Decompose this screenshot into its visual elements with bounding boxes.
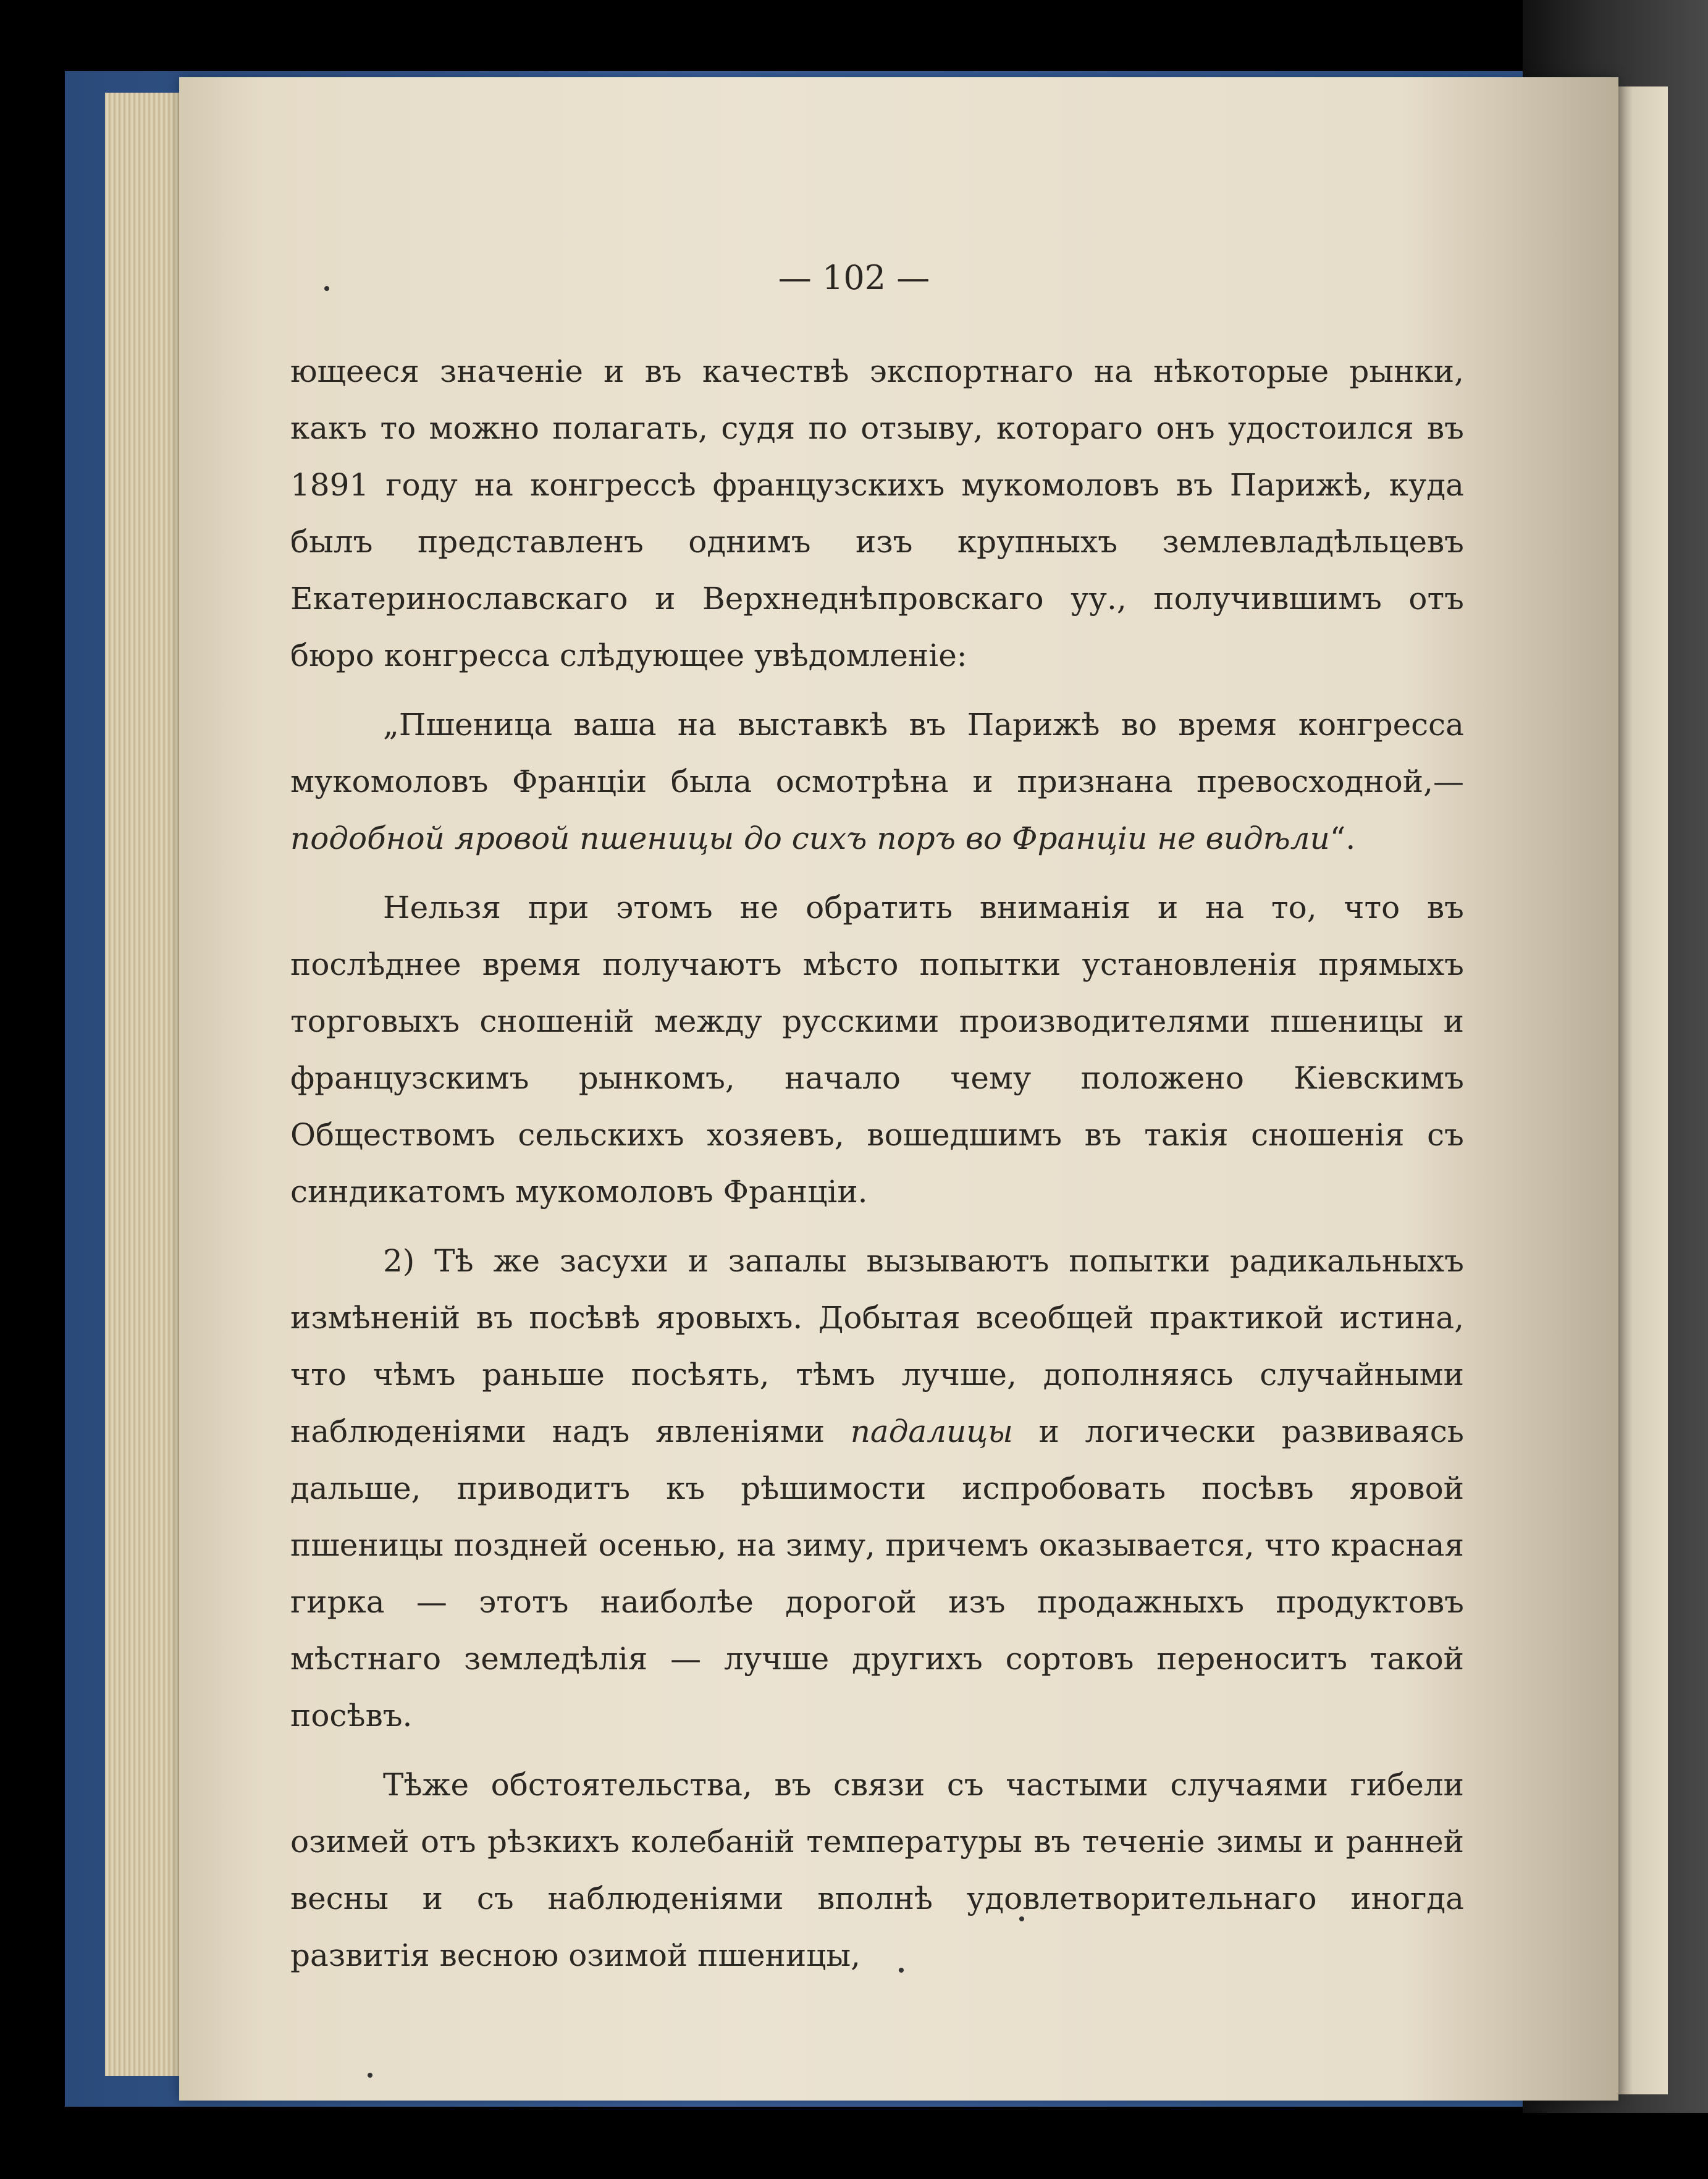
paragraph-2-quote bbox=[290, 696, 1464, 867]
page-speck bbox=[368, 2073, 372, 2078]
page-number: — 102 — bbox=[778, 258, 930, 297]
quote-italic-text: подобной яровой пшеницы до сихъ поръ во Франціи не видѣли bbox=[290, 820, 1330, 856]
quote-text: „Пшеница ваша на выставкѣ въ Парижѣ во время конгресса мукомоловъ Франціи была осмотрѣна и признана превосходной,— bbox=[290, 707, 1464, 799]
quote-closing: “. bbox=[1329, 820, 1356, 856]
page-body bbox=[290, 343, 1464, 1984]
paragraph-5: Тѣже обстоятельства, въ связи съ частыми случаями гибели озимей отъ рѣзкихъ колебаній температуры въ теченіе зимы и ранней весны и съ наблюденіями вполнѣ удовлетворительнаго иногда развитія весною озимой пшеницы, bbox=[290, 1767, 1464, 1973]
page-speck bbox=[324, 286, 329, 291]
paragraph-3: Нельзя при этомъ не обратить вниманія и на то, что въ послѣднее время получаютъ мѣсто попытки установленія прямыхъ торговыхъ сношеній между русскими производителями пшеницы и французскимъ рынкомъ, начало чему положено Кіевскимъ Обществомъ сельскихъ хозяевъ, вошедшимъ въ такія сношенія съ синдикатомъ мукомоловъ Франціи. bbox=[290, 890, 1464, 1210]
paragraph-1: ющееся значеніе и въ качествѣ экспортнаго на нѣкоторые рынки, какъ то можно полагать, судя по отзыву, котораго онъ удостоился въ 1891 году на конгрессѣ французскихъ мукомоловъ въ Парижѣ, куда былъ представленъ однимъ изъ крупныхъ землевладѣльцевъ Екатеринославскаго и Верхнеднѣпровскаго уу., получившимъ отъ бюро конгресса слѣдующее увѣдомленіе: bbox=[290, 353, 1464, 673]
paragraph-4-end: и логически развиваясь дальше, приводитъ къ рѣшимости испробовать посѣвъ яровой пшеницы поздней осенью, на зиму, причемъ оказывается, что красная гирка — этотъ наиболѣе дорогой изъ продажныхъ продуктовъ мѣстнаго земледѣлія — лучше другихъ сортовъ переноситъ такой посѣвъ. bbox=[290, 1414, 1464, 1734]
page-speck bbox=[899, 1968, 904, 1973]
paragraph-4-start: 2) Тѣ же засухи и запалы вызываютъ попытки радикальныхъ измѣненій въ посѣвѣ яровыхъ. Добытая всеобщей практикой истина, что чѣмъ раньше посѣять, тѣмъ лучше, дополняясь случайными наблюденіями надъ явленіями bbox=[290, 1243, 1464, 1449]
paragraph-4-italic: падалицы bbox=[850, 1414, 1013, 1449]
page-speck bbox=[1019, 1916, 1024, 1921]
paragraph-4 bbox=[290, 1233, 1464, 1744]
